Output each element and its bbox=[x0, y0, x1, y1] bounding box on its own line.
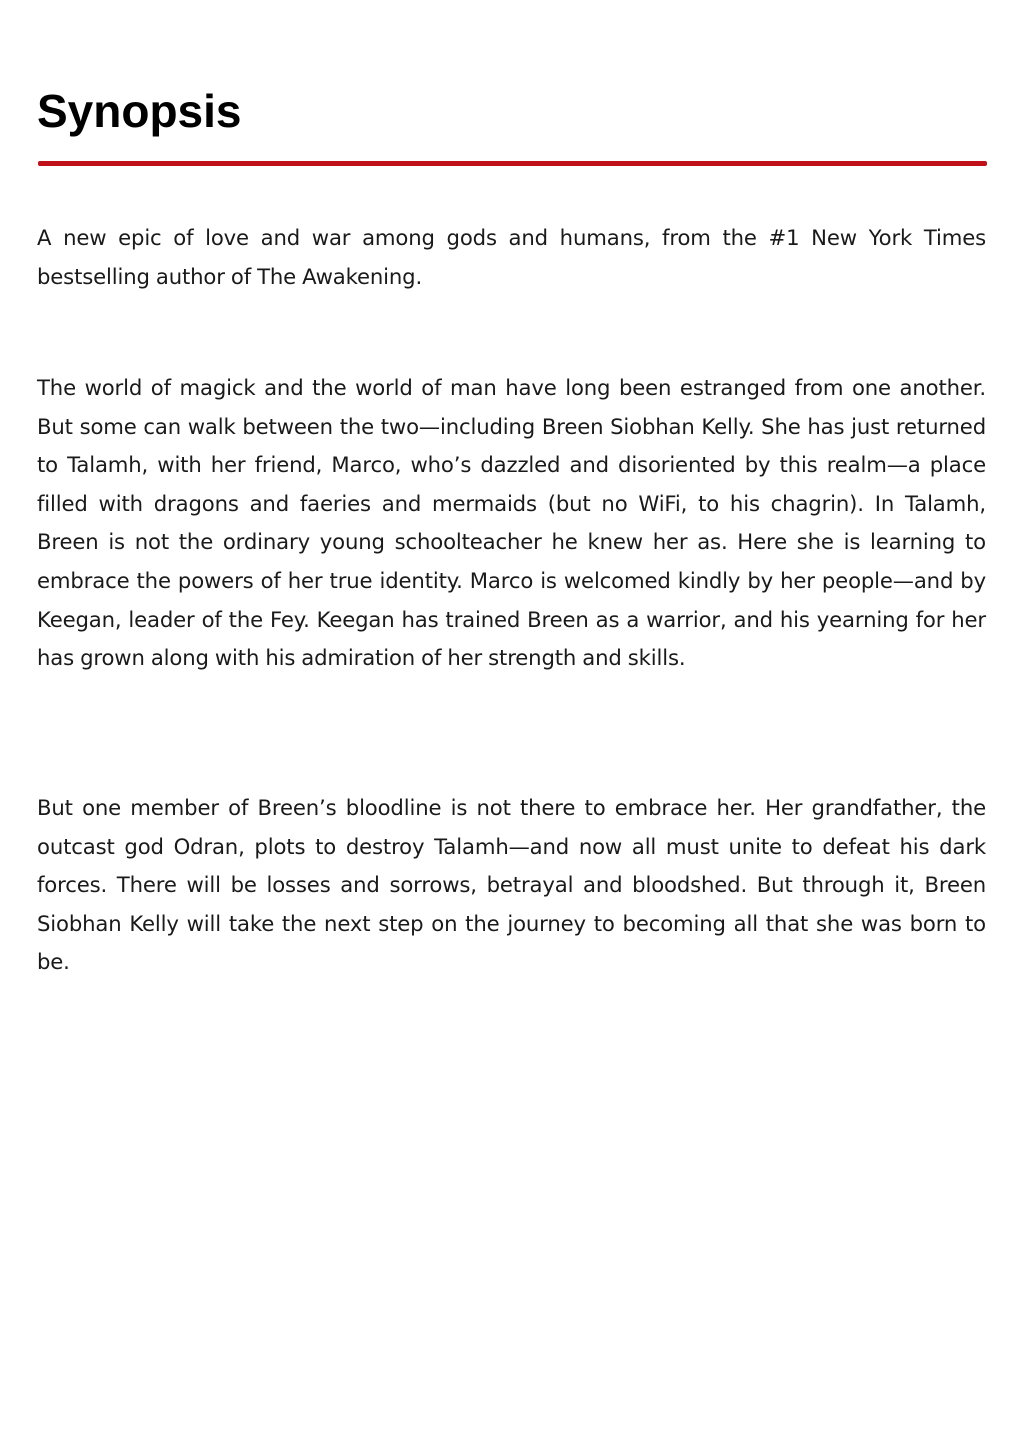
synopsis-paragraph-1: A new epic of love and war among gods and humans, from the #1 New York Times bestselling author of The Awakening. bbox=[37, 225, 986, 289]
page-title: Synopsis bbox=[37, 85, 242, 137]
synopsis-paragraph-3: But one member of Breen’s bloodline is not there to embrace her. Her grandfather, the outcast god Odran, plots to destroy Talamh—and now all must unite to defeat his dark forces. There will be losses and sorrows, betrayal and bloodshed. But through it, Breen Siobhan Kelly will take the next step on the journey to becoming all that she was born to be. bbox=[37, 795, 986, 975]
synopsis-paragraph-2: The world of magick and the world of man have long been estranged from one another. But some can walk between the two—including Breen Siobhan Kelly. She has just returned to Talamh, with her friend, Marco, who’s dazzled and disoriented by this realm—a place filled with dragons and faeries and mermaids (but no WiFi, to his chagrin). In Talamh, Breen is not the ordinary young schoolteacher he knew her as. Here she is learning to embrace the powers of her true identity. Marco is welcomed kindly by her people—and by Keegan, leader of the Fey. Keegan has trained Breen as a warrior, and his yearning for her has grown along with his admiration of her strength and skills. bbox=[37, 375, 986, 671]
title-divider bbox=[38, 161, 987, 166]
